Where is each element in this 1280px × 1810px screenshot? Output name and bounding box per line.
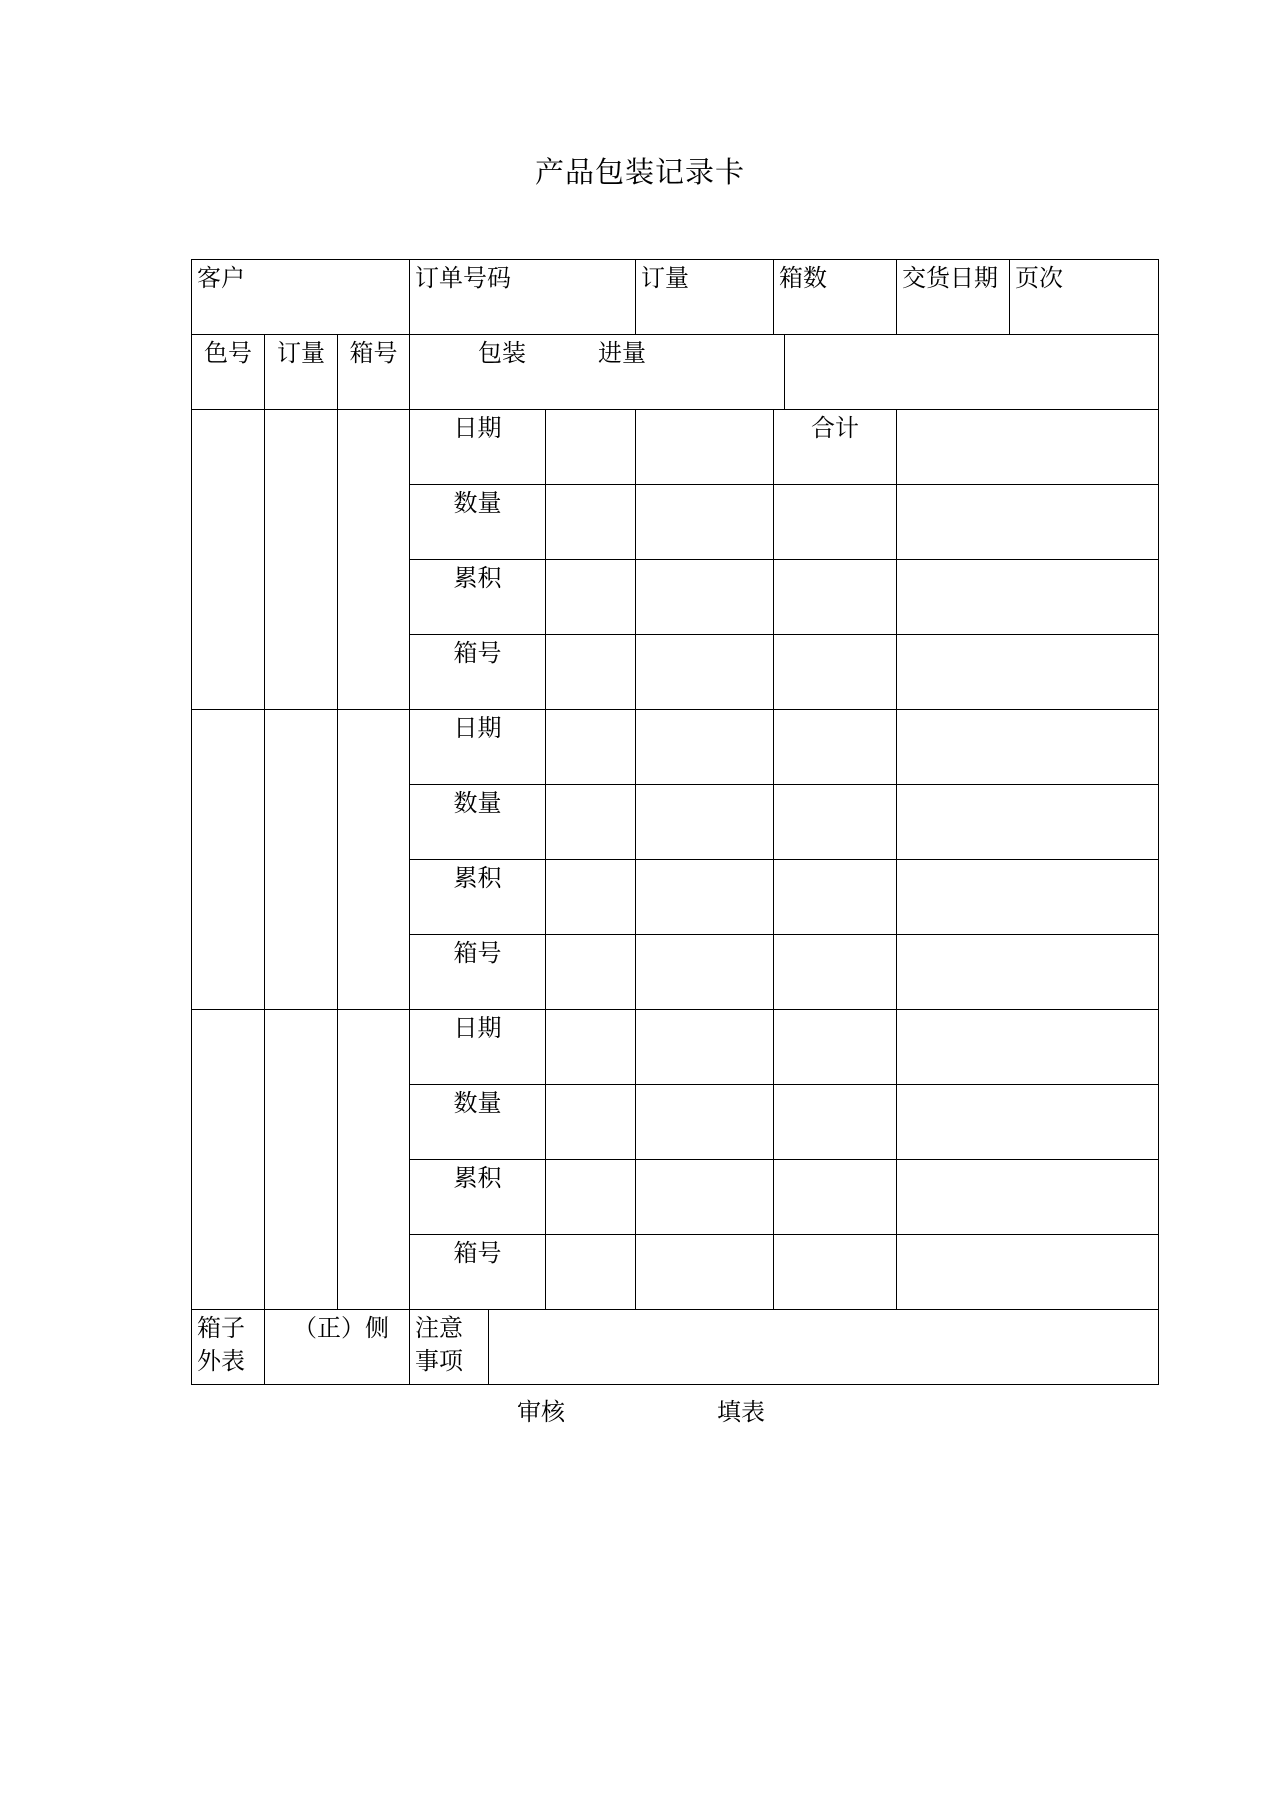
color-number-header: 色号 bbox=[192, 335, 265, 410]
row-label-quantity: 数量 bbox=[410, 485, 546, 560]
entry-cell[interactable] bbox=[897, 635, 1159, 710]
side-cell[interactable] bbox=[265, 1310, 410, 1385]
entry-cell[interactable] bbox=[636, 410, 774, 485]
entry-cell[interactable] bbox=[546, 410, 636, 485]
entry-cell[interactable] bbox=[546, 935, 636, 1010]
page-number-cell[interactable] bbox=[1010, 260, 1159, 335]
entry-cell[interactable] bbox=[897, 710, 1159, 785]
entry-cell[interactable] bbox=[774, 710, 897, 785]
box-exterior-label bbox=[192, 1310, 265, 1385]
row-label-quantity: 数量 bbox=[410, 785, 546, 860]
row-label-box-number: 箱号 bbox=[410, 635, 546, 710]
packing-label: 包装 bbox=[478, 339, 526, 367]
entry-cell[interactable] bbox=[897, 1085, 1159, 1160]
box-count-label: 箱数 bbox=[779, 264, 827, 292]
entry-cell[interactable] bbox=[546, 1010, 636, 1085]
entry-cell[interactable] bbox=[774, 1085, 897, 1160]
row-label-quantity: 数量 bbox=[410, 1085, 546, 1160]
entry-cell[interactable] bbox=[636, 560, 774, 635]
entry-cell[interactable] bbox=[636, 785, 774, 860]
entry-cell[interactable] bbox=[636, 1160, 774, 1235]
packing-record-table bbox=[191, 259, 1159, 1385]
entry-cell[interactable] bbox=[546, 710, 636, 785]
entry-cell[interactable] bbox=[897, 485, 1159, 560]
entry-cell[interactable] bbox=[897, 785, 1159, 860]
fill-label: 填表 bbox=[717, 1398, 765, 1426]
entry-cell[interactable] bbox=[774, 560, 897, 635]
entry-cell[interactable] bbox=[897, 560, 1159, 635]
page-number-label: 页次 bbox=[1015, 264, 1063, 292]
group-1-box-cell[interactable] bbox=[338, 410, 410, 710]
notes-label bbox=[410, 1310, 489, 1385]
entry-cell[interactable] bbox=[774, 785, 897, 860]
group-2-box-cell[interactable] bbox=[338, 710, 410, 1010]
group-1-qty-cell[interactable] bbox=[265, 410, 338, 710]
header-row bbox=[192, 260, 1159, 335]
order-number-cell[interactable] bbox=[410, 260, 636, 335]
box-exterior-line-2: 外表 bbox=[197, 1347, 245, 1375]
row-label-date: 日期 bbox=[410, 410, 546, 485]
row-label-date: 日期 bbox=[410, 1010, 546, 1085]
entry-cell[interactable] bbox=[546, 635, 636, 710]
group-2-color-cell[interactable] bbox=[192, 710, 265, 1010]
box-number-header: 箱号 bbox=[338, 335, 410, 410]
entry-cell[interactable] bbox=[897, 860, 1159, 935]
entry-cell[interactable] bbox=[546, 485, 636, 560]
group-1-color-cell[interactable] bbox=[192, 410, 265, 710]
row-label-date: 日期 bbox=[410, 710, 546, 785]
row-label-box-number: 箱号 bbox=[410, 1235, 546, 1310]
entry-cell[interactable] bbox=[897, 935, 1159, 1010]
order-qty-header: 订量 bbox=[265, 335, 338, 410]
row-label-box-number: 箱号 bbox=[410, 935, 546, 1010]
entry-cell[interactable] bbox=[774, 1160, 897, 1235]
sub-header-blank[interactable] bbox=[785, 335, 1159, 410]
page-title: 产品包装记录卡 bbox=[534, 155, 745, 189]
entry-cell[interactable] bbox=[774, 1235, 897, 1310]
entry-cell[interactable] bbox=[774, 635, 897, 710]
entry-cell[interactable] bbox=[636, 485, 774, 560]
entry-cell[interactable] bbox=[546, 1085, 636, 1160]
customer-cell[interactable] bbox=[192, 260, 410, 335]
delivery-date-label: 交货日期 bbox=[902, 264, 998, 292]
entry-cell[interactable] bbox=[636, 860, 774, 935]
group-3-row-1 bbox=[192, 1010, 1159, 1085]
order-qty-label: 订量 bbox=[641, 264, 689, 292]
group-3-box-cell[interactable] bbox=[338, 1010, 410, 1310]
delivery-date-cell[interactable] bbox=[897, 260, 1010, 335]
review-label: 审核 bbox=[517, 1398, 565, 1426]
entry-cell[interactable] bbox=[636, 635, 774, 710]
notes-field[interactable] bbox=[489, 1310, 1159, 1385]
entry-cell[interactable] bbox=[546, 785, 636, 860]
entry-cell[interactable] bbox=[636, 1235, 774, 1310]
entry-cell[interactable] bbox=[636, 710, 774, 785]
entry-cell[interactable] bbox=[897, 1010, 1159, 1085]
entry-cell[interactable] bbox=[546, 560, 636, 635]
order-qty-cell[interactable] bbox=[636, 260, 774, 335]
entry-cell[interactable] bbox=[774, 1010, 897, 1085]
total-label: 合计 bbox=[774, 410, 897, 485]
entry-cell[interactable] bbox=[774, 860, 897, 935]
side-label: （正）侧 bbox=[293, 1314, 389, 1342]
packing-progress-header bbox=[410, 335, 785, 410]
customer-label: 客户 bbox=[197, 264, 245, 292]
box-count-cell[interactable] bbox=[774, 260, 897, 335]
entry-cell[interactable] bbox=[546, 1235, 636, 1310]
entry-cell[interactable] bbox=[546, 1160, 636, 1235]
row-label-cumulative: 累积 bbox=[410, 860, 546, 935]
entry-cell[interactable] bbox=[897, 410, 1159, 485]
row-label-cumulative: 累积 bbox=[410, 560, 546, 635]
entry-cell[interactable] bbox=[636, 935, 774, 1010]
group-2-row-1 bbox=[192, 710, 1159, 785]
group-3-color-cell[interactable] bbox=[192, 1010, 265, 1310]
notes-line-1: 注意 bbox=[415, 1314, 463, 1342]
entry-cell[interactable] bbox=[774, 485, 897, 560]
entry-cell[interactable] bbox=[897, 1235, 1159, 1310]
group-1-row-1 bbox=[192, 410, 1159, 485]
entry-cell[interactable] bbox=[636, 1085, 774, 1160]
entry-cell[interactable] bbox=[774, 935, 897, 1010]
entry-cell[interactable] bbox=[546, 860, 636, 935]
box-exterior-line-1: 箱子 bbox=[197, 1314, 245, 1342]
entry-cell[interactable] bbox=[636, 1010, 774, 1085]
group-2-qty-cell[interactable] bbox=[265, 710, 338, 1010]
sub-header-row bbox=[192, 335, 1159, 410]
row-label-cumulative: 累积 bbox=[410, 1160, 546, 1235]
entry-cell[interactable] bbox=[897, 1160, 1159, 1235]
group-3-qty-cell[interactable] bbox=[265, 1010, 338, 1310]
order-number-label: 订单号码 bbox=[415, 264, 511, 292]
progress-label: 进量 bbox=[598, 339, 646, 367]
notes-line-2: 事项 bbox=[415, 1347, 463, 1375]
bottom-row bbox=[192, 1310, 1159, 1385]
